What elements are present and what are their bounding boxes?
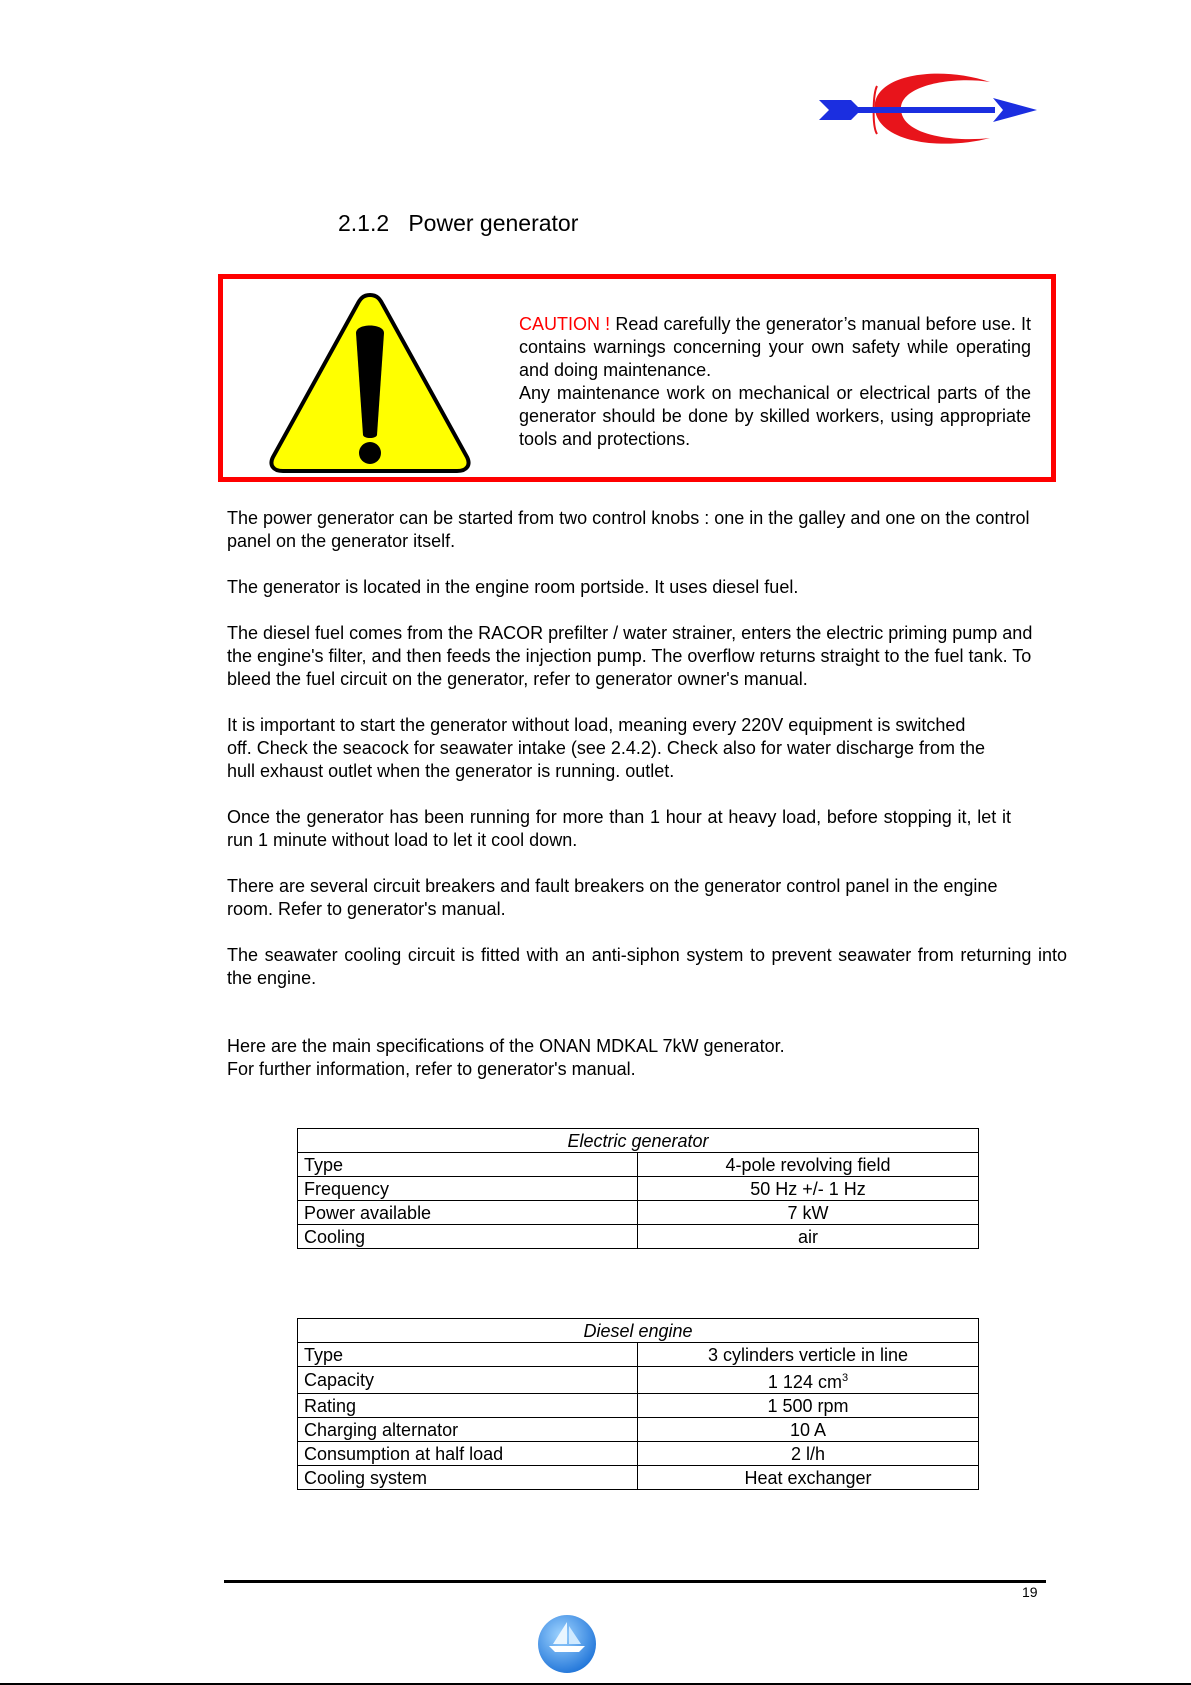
spec-intro-line: Here are the main specifications of the ONAN MDKAL 7kW generator.: [227, 1036, 785, 1056]
diesel-engine-table: [297, 1318, 979, 1490]
table-key: Frequency: [298, 1177, 638, 1201]
caution-label: CAUTION !: [519, 314, 611, 334]
caution-body: Read carefully the generator’s manual before use. It contains warnings concerning your own safety while operating and doing maintenance.: [519, 314, 1031, 380]
table-row: [298, 1177, 979, 1201]
table-key: Consumption at half load: [298, 1442, 638, 1466]
paragraph: The seawater cooling circuit is fitted with an anti-siphon system to prevent seawater from returning into the engine.: [227, 945, 1067, 988]
section-heading: [338, 210, 578, 237]
table-value: 1 500 rpm: [638, 1394, 979, 1418]
table-value: 2 l/h: [638, 1442, 979, 1466]
table-key: Power available: [298, 1201, 638, 1225]
paragraph: It is important to start the generator without load, meaning every 220V equipment is switched off. Check the seacock for seawater intake (see 2.4.2). Check also for water discharge from the hull exhaust outlet when the generator is running. outlet.: [227, 715, 986, 781]
electric-generator-table: [297, 1128, 979, 1249]
section-number: 2.1.2: [338, 210, 390, 236]
paragraph: The power generator can be started from two control knobs : one in the galley and one on the control panel on the generator itself.: [227, 508, 1030, 551]
caution-box: [218, 274, 1056, 482]
table-key: Cooling system: [298, 1466, 638, 1490]
table-title: Diesel engine: [298, 1319, 979, 1343]
table-key: Capacity: [298, 1367, 638, 1394]
capacity-value: 1 124 cm: [767, 1372, 842, 1392]
table-key: Cooling: [298, 1225, 638, 1249]
table-value: 4-pole revolving field: [638, 1153, 979, 1177]
table-row: [298, 1367, 979, 1394]
table-value: 3 cylinders verticle in line: [638, 1343, 979, 1367]
table-value: 50 Hz +/- 1 Hz: [638, 1177, 979, 1201]
table-value: 10 A: [638, 1418, 979, 1442]
body-text: [227, 507, 1067, 1013]
table-row: [298, 1225, 979, 1249]
caution-text: [519, 313, 1031, 451]
caution-body-2: Any maintenance work on mechanical or electrical parts of the generator should be done by skilled workers, using appropriate tools and protections.: [519, 383, 1031, 449]
table-row: [298, 1442, 979, 1466]
table-row: [298, 1394, 979, 1418]
paragraph: There are several circuit breakers and fault breakers on the generator control panel in the engine room. Refer to generator's manual.: [227, 876, 998, 919]
table-key: Type: [298, 1343, 638, 1367]
table-row: [298, 1343, 979, 1367]
table-key: Charging alternator: [298, 1418, 638, 1442]
table-row: [298, 1466, 979, 1490]
warning-icon: [265, 287, 475, 477]
table-value: [638, 1367, 979, 1394]
table-key: Type: [298, 1153, 638, 1177]
shipsnetwork-watermark-icon: [537, 1614, 597, 1674]
table-value: Heat exchanger: [638, 1466, 979, 1490]
spec-intro-line: For further information, refer to generator's manual.: [227, 1059, 636, 1079]
table-value: air: [638, 1225, 979, 1249]
capacity-superscript: 3: [841, 1372, 849, 1384]
page-number: 19: [1022, 1584, 1038, 1600]
table-title: Electric generator: [298, 1129, 979, 1153]
spec-intro: [227, 1035, 785, 1081]
section-title: Power generator: [408, 210, 579, 236]
paragraph: Once the generator has been running for more than 1 hour at heavy load, before stopping it, let it run 1 minute without load to let it cool down.: [227, 807, 1011, 850]
paragraph: The diesel fuel comes from the RACOR prefilter / water strainer, enters the electric priming pump and the engine's filter, and then feeds the injection pump. The overflow returns straight to the fuel tank. To bleed the fuel circuit on the generator, refer to generator owner's manual.: [227, 623, 1033, 689]
table-row: [298, 1153, 979, 1177]
table-row: [298, 1201, 979, 1225]
paragraph: The generator is located in the engine room portside. It uses diesel fuel.: [227, 577, 799, 597]
company-logo: [815, 70, 1045, 150]
table-value: 7 kW: [638, 1201, 979, 1225]
table-key: Rating: [298, 1394, 638, 1418]
table-row: [298, 1418, 979, 1442]
footer-rule: [224, 1580, 1046, 1583]
